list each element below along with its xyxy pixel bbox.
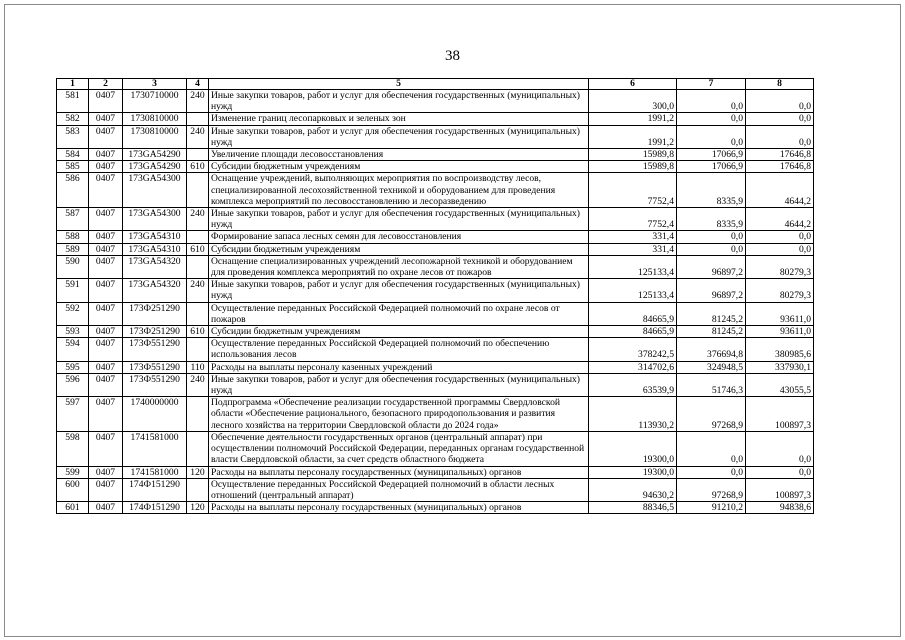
amount-col7: 0,0 <box>677 243 746 255</box>
row-number: 593 <box>57 326 89 338</box>
expense-type-code <box>187 478 209 501</box>
expense-type-code: 240 <box>187 208 209 231</box>
amount-col6: 84665,9 <box>589 326 677 338</box>
expense-type-code <box>187 302 209 325</box>
item-name: Оснащение учреждений, выполняющих мероприятия по воспроизводству лесов, специализированной лесохозяйственной техникой и оборудованием для проведения комплекса мероприятий по лесовосстановлению и лесоразведению <box>209 173 589 208</box>
col-header: 5 <box>209 79 589 90</box>
section-code: 0407 <box>89 149 123 161</box>
row-number: 584 <box>57 149 89 161</box>
target-article-code: 173GA54320 <box>123 255 187 278</box>
table-row <box>57 208 814 231</box>
amount-col6: 125133,4 <box>589 255 677 278</box>
col-header: 1 <box>57 79 89 90</box>
expense-type-code: 120 <box>187 466 209 478</box>
target-article-code: 173Ф251290 <box>123 302 187 325</box>
row-number: 595 <box>57 361 89 373</box>
target-article-code: 173GA54320 <box>123 279 187 302</box>
expense-type-code <box>187 113 209 125</box>
expense-type-code <box>187 338 209 361</box>
item-name: Оснащение специализированных учреждений лесопожарной техникой и оборудованием для проведения комплекса мероприятий по охране лесов от пожаров <box>209 255 589 278</box>
amount-col7: 81245,2 <box>677 302 746 325</box>
table-row <box>57 466 814 478</box>
table-row <box>57 302 814 325</box>
section-code: 0407 <box>89 125 123 148</box>
budget-table <box>56 78 814 514</box>
amount-col8: 380985,6 <box>746 338 814 361</box>
item-name: Увеличение площади лесовосстановления <box>209 149 589 161</box>
amount-col6: 113930,2 <box>589 397 677 432</box>
amount-col8: 4644,2 <box>746 173 814 208</box>
amount-col6: 84665,9 <box>589 302 677 325</box>
amount-col7: 324948,5 <box>677 361 746 373</box>
amount-col8: 0,0 <box>746 90 814 113</box>
expense-type-code: 610 <box>187 243 209 255</box>
amount-col6: 63539,9 <box>589 373 677 396</box>
target-article-code: 173Ф551290 <box>123 361 187 373</box>
amount-col8: 80279,3 <box>746 279 814 302</box>
amount-col8: 17646,8 <box>746 161 814 173</box>
amount-col8: 337930,1 <box>746 361 814 373</box>
amount-col6: 331,4 <box>589 243 677 255</box>
item-name: Иные закупки товаров, работ и услуг для обеспечения государственных (муниципальных) нужд <box>209 279 589 302</box>
item-name: Формирование запаса лесных семян для лесовосстановления <box>209 231 589 243</box>
expense-type-code <box>187 397 209 432</box>
section-code: 0407 <box>89 302 123 325</box>
table-row <box>57 173 814 208</box>
target-article-code: 173GA54290 <box>123 161 187 173</box>
amount-col6: 19300,0 <box>589 431 677 466</box>
expense-type-code <box>187 173 209 208</box>
expense-type-code: 120 <box>187 502 209 514</box>
amount-col8: 0,0 <box>746 231 814 243</box>
section-code: 0407 <box>89 279 123 302</box>
item-name: Осуществление переданных Российской Федерацией полномочий в области лесных отношений (центральный аппарат) <box>209 478 589 501</box>
item-name: Иные закупки товаров, работ и услуг для обеспечения государственных (муниципальных) нужд <box>209 125 589 148</box>
target-article-code: 1730810000 <box>123 113 187 125</box>
item-name: Субсидии бюджетным учреждениям <box>209 326 589 338</box>
amount-col7: 0,0 <box>677 431 746 466</box>
amount-col8: 94838,6 <box>746 502 814 514</box>
row-number: 597 <box>57 397 89 432</box>
amount-col6: 1991,2 <box>589 113 677 125</box>
row-number: 588 <box>57 231 89 243</box>
amount-col6: 300,0 <box>589 90 677 113</box>
amount-col6: 125133,4 <box>589 279 677 302</box>
expense-type-code: 240 <box>187 279 209 302</box>
section-code: 0407 <box>89 478 123 501</box>
item-name: Иные закупки товаров, работ и услуг для обеспечения государственных (муниципальных) нужд <box>209 373 589 396</box>
section-code: 0407 <box>89 502 123 514</box>
item-name: Субсидии бюджетным учреждениям <box>209 161 589 173</box>
amount-col6: 15989,8 <box>589 161 677 173</box>
amount-col7: 96897,2 <box>677 279 746 302</box>
target-article-code: 173Ф251290 <box>123 326 187 338</box>
section-code: 0407 <box>89 326 123 338</box>
target-article-code: 1730810000 <box>123 125 187 148</box>
section-code: 0407 <box>89 208 123 231</box>
section-code: 0407 <box>89 113 123 125</box>
target-article-code: 173Ф551290 <box>123 373 187 396</box>
amount-col6: 94630,2 <box>589 478 677 501</box>
item-name: Подпрограмма «Обеспечение реализации государственной программы Свердловской области «Обеспечение рационального, безопасного природопользования и развития лесного хозяйства на территории Свердловской области до 2024 года» <box>209 397 589 432</box>
section-code: 0407 <box>89 338 123 361</box>
amount-col8: 0,0 <box>746 431 814 466</box>
table-body <box>57 90 814 514</box>
expense-type-code <box>187 255 209 278</box>
row-number: 589 <box>57 243 89 255</box>
row-number: 592 <box>57 302 89 325</box>
section-code: 0407 <box>89 431 123 466</box>
row-number: 586 <box>57 173 89 208</box>
amount-col6: 7752,4 <box>589 208 677 231</box>
expense-type-code <box>187 431 209 466</box>
target-article-code: 1741581000 <box>123 431 187 466</box>
row-number: 599 <box>57 466 89 478</box>
amount-col7: 97268,9 <box>677 397 746 432</box>
amount-col7: 97268,9 <box>677 478 746 501</box>
amount-col6: 378242,5 <box>589 338 677 361</box>
section-code: 0407 <box>89 243 123 255</box>
table-row <box>57 338 814 361</box>
table-row <box>57 502 814 514</box>
row-number: 582 <box>57 113 89 125</box>
col-header: 7 <box>677 79 746 90</box>
table-row <box>57 397 814 432</box>
table-row <box>57 431 814 466</box>
table-row <box>57 231 814 243</box>
table-row <box>57 125 814 148</box>
target-article-code: 173GA54310 <box>123 231 187 243</box>
amount-col8: 0,0 <box>746 113 814 125</box>
col-header: 2 <box>89 79 123 90</box>
table-row <box>57 243 814 255</box>
amount-col8: 100897,3 <box>746 397 814 432</box>
amount-col6: 331,4 <box>589 231 677 243</box>
section-code: 0407 <box>89 255 123 278</box>
amount-col7: 91210,2 <box>677 502 746 514</box>
amount-col7: 17066,9 <box>677 149 746 161</box>
section-code: 0407 <box>89 373 123 396</box>
amount-col8: 43055,5 <box>746 373 814 396</box>
table-row <box>57 478 814 501</box>
expense-type-code: 110 <box>187 361 209 373</box>
amount-col7: 96897,2 <box>677 255 746 278</box>
table-row <box>57 255 814 278</box>
amount-col7: 0,0 <box>677 231 746 243</box>
expense-type-code: 610 <box>187 326 209 338</box>
table-row <box>57 113 814 125</box>
table-row <box>57 161 814 173</box>
row-number: 594 <box>57 338 89 361</box>
expense-type-code: 240 <box>187 90 209 113</box>
target-article-code: 174Ф151290 <box>123 478 187 501</box>
expense-type-code <box>187 231 209 243</box>
amount-col8: 100897,3 <box>746 478 814 501</box>
target-article-code: 173GA54300 <box>123 208 187 231</box>
amount-col7: 0,0 <box>677 90 746 113</box>
section-code: 0407 <box>89 173 123 208</box>
target-article-code: 1730710000 <box>123 90 187 113</box>
col-header: 8 <box>746 79 814 90</box>
table-row <box>57 326 814 338</box>
amount-col7: 51746,3 <box>677 373 746 396</box>
target-article-code: 1740000000 <box>123 397 187 432</box>
amount-col8: 93611,0 <box>746 302 814 325</box>
amount-col8: 93611,0 <box>746 326 814 338</box>
expense-type-code: 240 <box>187 125 209 148</box>
header-row <box>57 79 814 90</box>
row-number: 590 <box>57 255 89 278</box>
target-article-code: 173GA54290 <box>123 149 187 161</box>
amount-col8: 0,0 <box>746 466 814 478</box>
section-code: 0407 <box>89 397 123 432</box>
amount-col8: 0,0 <box>746 243 814 255</box>
target-article-code: 1741581000 <box>123 466 187 478</box>
amount-col8: 4644,2 <box>746 208 814 231</box>
item-name: Расходы на выплаты персоналу казенных учреждений <box>209 361 589 373</box>
expense-type-code <box>187 149 209 161</box>
amount-col7: 0,0 <box>677 125 746 148</box>
amount-col7: 17066,9 <box>677 161 746 173</box>
table-row <box>57 361 814 373</box>
col-header: 6 <box>589 79 677 90</box>
row-number: 596 <box>57 373 89 396</box>
amount-col7: 376694,8 <box>677 338 746 361</box>
row-number: 581 <box>57 90 89 113</box>
amount-col7: 81245,2 <box>677 326 746 338</box>
item-name: Расходы на выплаты персоналу государственных (муниципальных) органов <box>209 466 589 478</box>
section-code: 0407 <box>89 361 123 373</box>
amount-col6: 88346,5 <box>589 502 677 514</box>
amount-col7: 0,0 <box>677 113 746 125</box>
expense-type-code: 610 <box>187 161 209 173</box>
section-code: 0407 <box>89 90 123 113</box>
row-number: 600 <box>57 478 89 501</box>
section-code: 0407 <box>89 466 123 478</box>
item-name: Осуществление переданных Российской Федерацией полномочий по обеспечению использования лесов <box>209 338 589 361</box>
table-row <box>57 149 814 161</box>
target-article-code: 173GA54300 <box>123 173 187 208</box>
item-name: Субсидии бюджетным учреждениям <box>209 243 589 255</box>
amount-col6: 19300,0 <box>589 466 677 478</box>
item-name: Расходы на выплаты персоналу государственных (муниципальных) органов <box>209 502 589 514</box>
target-article-code: 174Ф151290 <box>123 502 187 514</box>
target-article-code: 173GA54310 <box>123 243 187 255</box>
amount-col8: 17646,8 <box>746 149 814 161</box>
amount-col7: 8335,9 <box>677 173 746 208</box>
page-number: 38 <box>445 48 460 64</box>
row-number: 585 <box>57 161 89 173</box>
amount-col8: 0,0 <box>746 125 814 148</box>
amount-col7: 0,0 <box>677 466 746 478</box>
section-code: 0407 <box>89 231 123 243</box>
amount-col6: 15989,8 <box>589 149 677 161</box>
target-article-code: 173Ф551290 <box>123 338 187 361</box>
table-row <box>57 373 814 396</box>
item-name: Осуществление переданных Российской Федерацией полномочий по охране лесов от пожаров <box>209 302 589 325</box>
amount-col6: 7752,4 <box>589 173 677 208</box>
amount-col8: 80279,3 <box>746 255 814 278</box>
row-number: 601 <box>57 502 89 514</box>
amount-col6: 314702,6 <box>589 361 677 373</box>
row-number: 591 <box>57 279 89 302</box>
row-number: 587 <box>57 208 89 231</box>
row-number: 583 <box>57 125 89 148</box>
table-row <box>57 279 814 302</box>
item-name: Изменение границ лесопарковых и зеленых зон <box>209 113 589 125</box>
item-name: Иные закупки товаров, работ и услуг для обеспечения государственных (муниципальных) нужд <box>209 90 589 113</box>
col-header: 3 <box>123 79 187 90</box>
section-code: 0407 <box>89 161 123 173</box>
expense-type-code: 240 <box>187 373 209 396</box>
amount-col7: 8335,9 <box>677 208 746 231</box>
item-name: Иные закупки товаров, работ и услуг для обеспечения государственных (муниципальных) нужд <box>209 208 589 231</box>
table-row <box>57 90 814 113</box>
col-header: 4 <box>187 79 209 90</box>
item-name: Обеспечение деятельности государственных органов (центральный аппарат) при осуществлении полномочий Российской Федерации, переданных органам государственной власти Свердловской области, за счет средств областного бюджета <box>209 431 589 466</box>
amount-col6: 1991,2 <box>589 125 677 148</box>
row-number: 598 <box>57 431 89 466</box>
